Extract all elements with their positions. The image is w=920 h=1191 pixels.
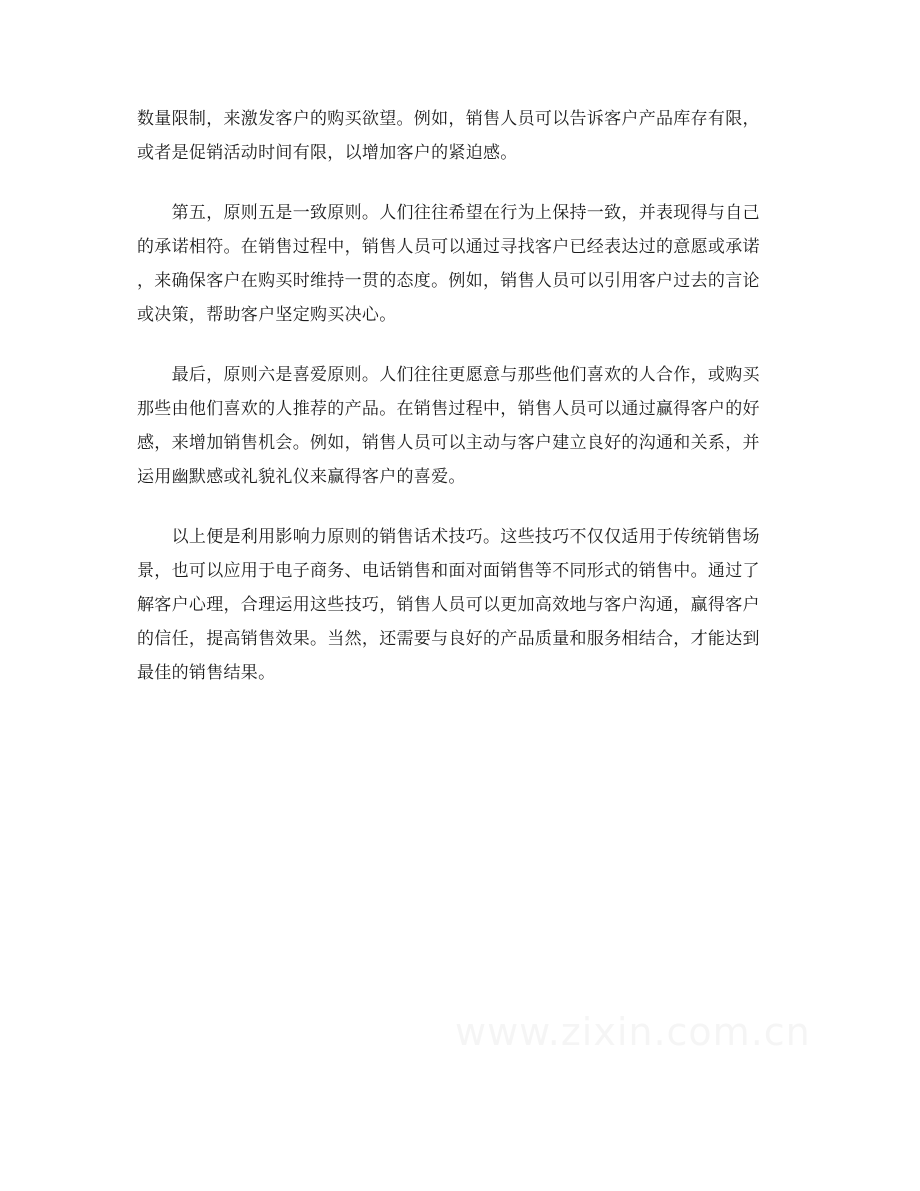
- paragraph-line: 解客户心理，合理运用这些技巧，销售人员可以更加高效地与客户沟通，赢得客户: [137, 595, 760, 615]
- paragraph-quantity-limit: [137, 102, 783, 170]
- document-body: [137, 102, 783, 716]
- paragraph-line: 的信任，提高销售效果。当然，还需要与良好的产品质量和服务相结合，才能达到: [137, 629, 760, 649]
- paragraph-line: 以上便是利用影响力原则的销售话术技巧。这些技巧不仅仅适用于传统销售场: [137, 527, 760, 547]
- paragraph-line: 景，也可以应用于电子商务、电话销售和面对面销售等不同形式的销售中。通过了: [137, 561, 760, 581]
- paragraph-line: 最佳的销售结果。: [137, 663, 276, 683]
- paragraph-line: 最后，原则六是喜爱原则。人们往往更愿意与那些他们喜欢的人合作，或购买: [137, 365, 760, 385]
- paragraph-liking-principle: [137, 358, 783, 494]
- paragraph-line: 运用幽默感或礼貌礼仪来赢得客户的喜爱。: [137, 467, 466, 487]
- paragraph-line: 的承诺相符。在销售过程中，销售人员可以通过寻找客户已经表达过的意愿或承诺: [137, 237, 760, 257]
- paragraph-line: 数量限制，来激发客户的购买欲望。例如，销售人员可以告诉客户产品库存有限，: [137, 109, 760, 129]
- paragraph-conclusion: [137, 520, 783, 690]
- paragraph-line: 第五，原则五是一致原则。人们往往希望在行为上保持一致，并表现得与自己: [137, 203, 760, 223]
- site-watermark: www.zixin.com.cn: [455, 1010, 811, 1054]
- paragraph-line: 感，来增加销售机会。例如，销售人员可以主动与客户建立良好的沟通和关系，并: [137, 433, 760, 453]
- paragraph-consistency-principle: [137, 196, 783, 332]
- paragraph-line: ，来确保客户在购买时维持一贯的态度。例如，销售人员可以引用客户过去的言论: [137, 271, 760, 291]
- paragraph-line: 或决策，帮助客户坚定购买决心。: [137, 305, 397, 325]
- paragraph-line: 那些由他们喜欢的人推荐的产品。在销售过程中，销售人员可以通过赢得客户的好: [137, 399, 760, 419]
- paragraph-line: 或者是促销活动时间有限，以增加客户的紧迫感。: [137, 143, 518, 163]
